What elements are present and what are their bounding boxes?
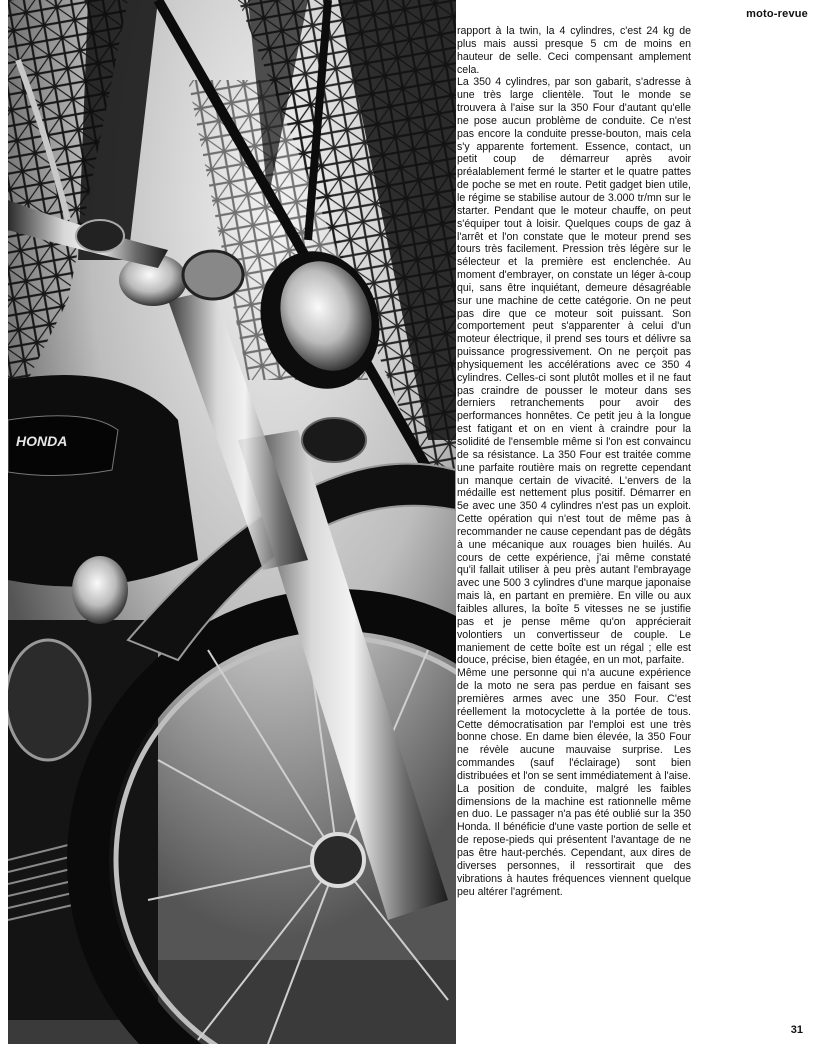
- page-number: 31: [790, 1024, 803, 1036]
- paragraph: rapport à la twin, la 4 cylindres, c'est 24 kg de plus mais aussi presque 5 cm de moins en hauteur de selle. Ceci compensant amplement cela.: [457, 25, 691, 76]
- honda-tank-logo: HONDA: [16, 433, 68, 449]
- magazine-header: moto-revue: [746, 8, 808, 20]
- motorcycle-photo: [8, 0, 456, 1044]
- wheel-hub: [312, 834, 364, 886]
- motorcycle-eiffel-illustration: [8, 0, 456, 1044]
- paragraph: La 350 4 cylindres, par son gabarit, s'adresse à une très large clientèle. Tout le monde se trouvera à l'aise sur la 350 Four d'autant qu'elle ne pose aucun problème de conduite. Ce n'est pas encore la conduite presse-bouton, mais cela s'y apparente fortement. Essence, contact, un petit coup de démarreur après avoir préalablement fermé le starter et le quatre pattes de poche se met en route. Petit gadget bien utile, le régime se stabilise autour de 3.000 tr/mn sur le starter. Pendant que le moteur chauffe, on peut s'équiper tout à loisir. Quelques coups de gaz à l'arrêt et l'on constate que le moteur prend ses tours très facilement. Pression très légère sur le sélecteur et la première est enclenchée. Au moment d'embrayer, on constate un léger à-coup qui, sans être inquiétant, demeure désagréable sur une machine de cette catégorie. On ne peut pas dire que ce moteur soit puissant. Son comportement peut s'apparenter à celui d'un moteur électrique, il prend ses tours et délivre sa puissance progressivement. On ne perçoit pas physiquement les accélérations avec ce 350 4 cylindres. Celles-ci sont plutôt molles et il ne faut pas craindre de pousser le moteur dans ses derniers retranchements pour avoir des performances honnêtes. Ce petit jeu à la longue est fatigant et on en vient à craindre pour la solidité de l'ensemble même si l'on est convaincu de sa résistance. La 350 Four est traitée comme une parfaite routière mais on regrette cependant un manque certain de vivacité. L'envers de la médaille est nettement plus positif. Démarrer en 5e avec une 350 4 cylindres n'est pas un exploit. Cette opération qui n'est tout de même pas à recommander ne cause cependant pas de dégâts à une mécanique aux rouages bien huilés. Au cours de cette expérience, j'ai même constaté qu'il fallait utiliser à peu près autant l'embrayage avec une 500 3 cylindres d'une marque japonaise mais là, en partant en première. En ville ou aux faibles allures, la boîte 5 vitesses ne se justifie pas et je pense même qu'on apprécierait volontiers un convertisseur de couple. Le maniement de cette boîte est un régal ; elle est douce, précise, bien étagée, en un mot, parfaite.: [457, 76, 691, 667]
- article-column: [457, 25, 691, 898]
- paragraph: Même une personne qui n'a aucune expérience de la moto ne sera pas perdue en faisant ses premières armes avec une 350 Four. C'est réellement la motocyclette à la portée de tous. Cette démocratisation par l'emploi est une très bonne chose. En dame bien élevée, la 350 Four ne révèle aucune mauvaise surprise. Les commandes (sauf l'éclairage) sont bien distribuées et l'on se sent immédiatement à l'aise. La position de conduite, malgré les faibles dimensions de la machine est rationnelle même en duo. Le passager n'a pas été oublié sur la 350 Honda. Il bénéficie d'une vaste portion de selle et de repose-pieds qui présentent l'avantage de ne pas être haut-perchés. Cependant, aux dires de diverses personnes, il ressortirait que des vibrations à hautes fréquences viennent quelque peu altérer l'agrément.: [457, 667, 691, 898]
